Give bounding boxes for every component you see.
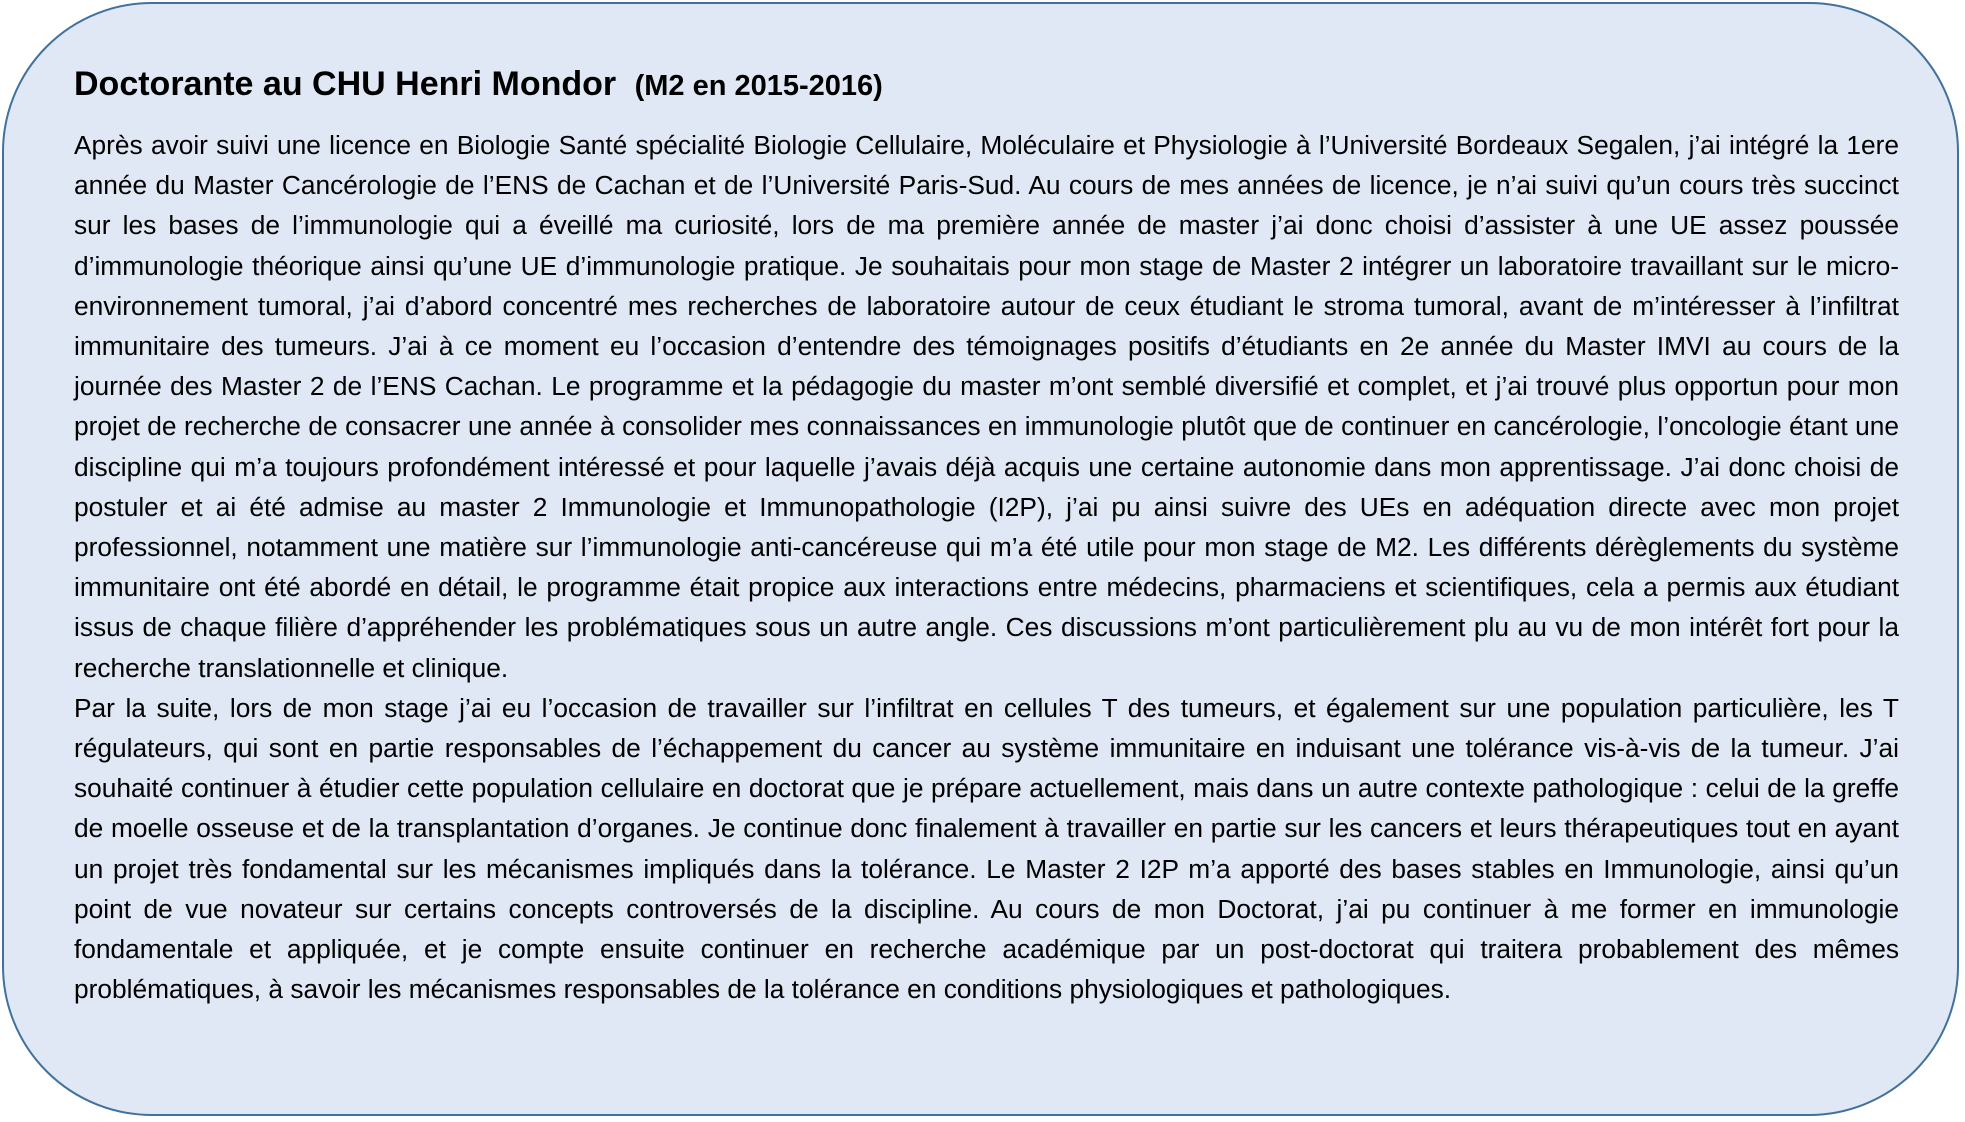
card-content (74, 60, 1899, 1009)
paragraph-2: Par la suite, lors de mon stage j’ai eu l’occasion de travailler sur l’infiltrat en cellules T des tumeurs, et également sur une population particulière, les T régulateurs, qui sont en partie responsables de l’échappement du cancer au système immunitaire en induisant une tolérance vis-à-vis de la tumeur. J’ai souhaité continuer à étudier cette population cellulaire en doctorat que je prépare actuellement, mais dans un autre contexte pathologique : celui de la greffe de moelle osseuse et de la transplantation d’organes. Je continue donc finalement à travailler en partie sur les cancers et leurs thérapeutiques tout en ayant un projet très fondamental sur les mécanismes impliqués dans la tolérance. Le Master 2 I2P m’a apporté des bases stables en Immunologie, ainsi qu’un point de vue novateur sur certains concepts controversés de la discipline. Au cours de mon Doctorat, j’ai pu continuer à me former en immunologie fondamentale et appliquée, et je compte ensuite continuer en recherche académique par un post-doctorat qui traitera probablement des mêmes problématiques, à savoir les mécanismes responsables de la tolérance en conditions physiologiques et pathologiques. (74, 692, 1899, 1005)
card-subtitle: (M2 en 2015-2016) (634, 70, 883, 102)
paragraph-1: Après avoir suivi une licence en Biologie Santé spécialité Biologie Cellulaire, Moléculaire et Physiologie à l’Université Bordeaux Segalen, j’ai intégré la 1ere année du Master Cancérologie de l’ENS de Cachan et de l’Université Paris-Sud. Au cours de mes années de licence, je n’ai suivi qu’un cours très succinct sur les bases de l’immunologie qui a éveillé ma curiosité, lors de ma première année de master j’ai donc choisi d’assister à une UE assez poussée d’immunologie théorique ainsi qu’une UE d’immunologie pratique. Je souhaitais pour mon stage de Master 2 intégrer un laboratoire travaillant sur le micro-environnement tumoral, j’ai d’abord concentré mes recherches de laboratoire autour de ceux étudiant le stroma tumoral, avant de m’intéresser à l’infiltrat immunitaire des tumeurs. J’ai à ce moment eu l’occasion d’entendre des témoignages positifs d’étudiants en 2e année du Master IMVI au cours de la journée des Master 2 de l’ENS Cachan. Le programme et la pédagogie du master m’ont semblé diversifié et complet, et j’ai trouvé plus opportun pour mon projet de recherche de consacrer une année à consolider mes connaissances en immunologie plutôt que de continuer en cancérologie, l’oncologie étant une discipline qui m’a toujours profondément intéressé et pour laquelle j’avais déjà acquis une certaine autonomie dans mon apprentissage. J’ai donc choisi de postuler et ai été admise au master 2 Immunologie et Immunopathologie (I2P), j’ai pu ainsi suivre des UEs en adéquation directe avec mon projet professionnel, notamment une matière sur l’immunologie anti-cancéreuse qui m’a été utile pour mon stage de M2. Les différents dérèglements du système immunitaire ont été abordé en détail, le programme était propice aux interactions entre médecins, pharmaciens et scientifiques, cela a permis aux étudiant issus de chaque filière d’appréhender les problématiques sous un autre angle. Ces discussions m’ont particulièrement plu au vu de mon intérêt fort pour la recherche translationnelle et clinique. (74, 130, 1899, 683)
card-heading (74, 60, 1899, 115)
testimonial-card (2, 2, 1959, 1116)
card-title: Doctorante au CHU Henri Mondor (74, 65, 617, 103)
